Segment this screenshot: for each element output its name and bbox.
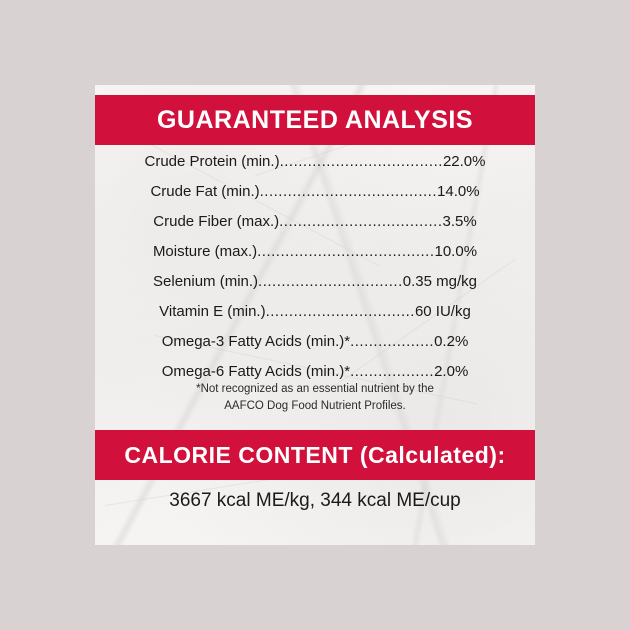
guaranteed-analysis-title: GUARANTEED ANALYSIS	[156, 105, 474, 134]
nutrient-dots: ..................	[350, 363, 435, 380]
nutrient-row	[95, 183, 535, 213]
nutrient-dots: ...............................	[258, 273, 403, 290]
nutrient-label: Omega-6 Fatty Acids (min.)*	[161, 363, 351, 380]
nutrient-value: 14.0%	[437, 183, 480, 200]
calorie-content-title: CALORIE CONTENT (Calculated):	[124, 441, 506, 468]
nutrient-value: 2.0%	[434, 363, 469, 380]
footnote-line-1: *Not recognized as an essential nutrient by the	[196, 383, 434, 395]
nutrient-label: Vitamin E (min.)	[159, 303, 266, 320]
guaranteed-analysis-header	[95, 95, 535, 145]
calorie-content-value: 3667 kcal ME/kg, 344 kcal ME/cup	[169, 490, 461, 511]
nutrient-dots: ...................................	[279, 213, 443, 230]
nutrient-value: 60 IU/kg	[414, 303, 471, 320]
calorie-content-header	[95, 430, 535, 480]
nutrient-label: Selenium (min.)	[153, 273, 259, 290]
nutrient-row	[95, 333, 535, 363]
nutrient-dots: ...................................	[279, 153, 443, 170]
nutrient-row	[95, 153, 535, 183]
nutrient-label: Omega-3 Fatty Acids (min.)*	[161, 333, 351, 350]
nutrient-value: 3.5%	[442, 213, 477, 230]
nutrient-dots: ......................................	[257, 243, 435, 260]
nutrient-row	[95, 243, 535, 273]
nutrient-value: 0.2%	[434, 333, 469, 350]
nutrient-label: Crude Fiber (max.)	[153, 213, 280, 230]
nutrient-label: Crude Protein (min.)	[144, 153, 280, 170]
nutrition-panel	[95, 85, 535, 545]
nutrient-row	[95, 213, 535, 243]
nutrient-dots: ......................................	[259, 183, 438, 200]
nutrient-value: 0.35 mg/kg	[402, 273, 477, 290]
nutrient-label: Crude Fat (min.)	[150, 183, 260, 200]
footnote-line-2: AAFCO Dog Food Nutrient Profiles.	[224, 399, 406, 412]
guaranteed-analysis-rows	[95, 153, 535, 393]
nutrient-value: 22.0%	[442, 153, 486, 170]
nutrient-row	[95, 303, 535, 333]
nutrient-value: 10.0%	[434, 243, 478, 260]
nutrient-dots: ................................	[265, 303, 415, 320]
nutrient-row	[95, 273, 535, 303]
nutrient-label: Moisture (max.)	[152, 243, 258, 260]
nutrient-dots: ..................	[350, 333, 435, 350]
footnote	[95, 381, 535, 414]
